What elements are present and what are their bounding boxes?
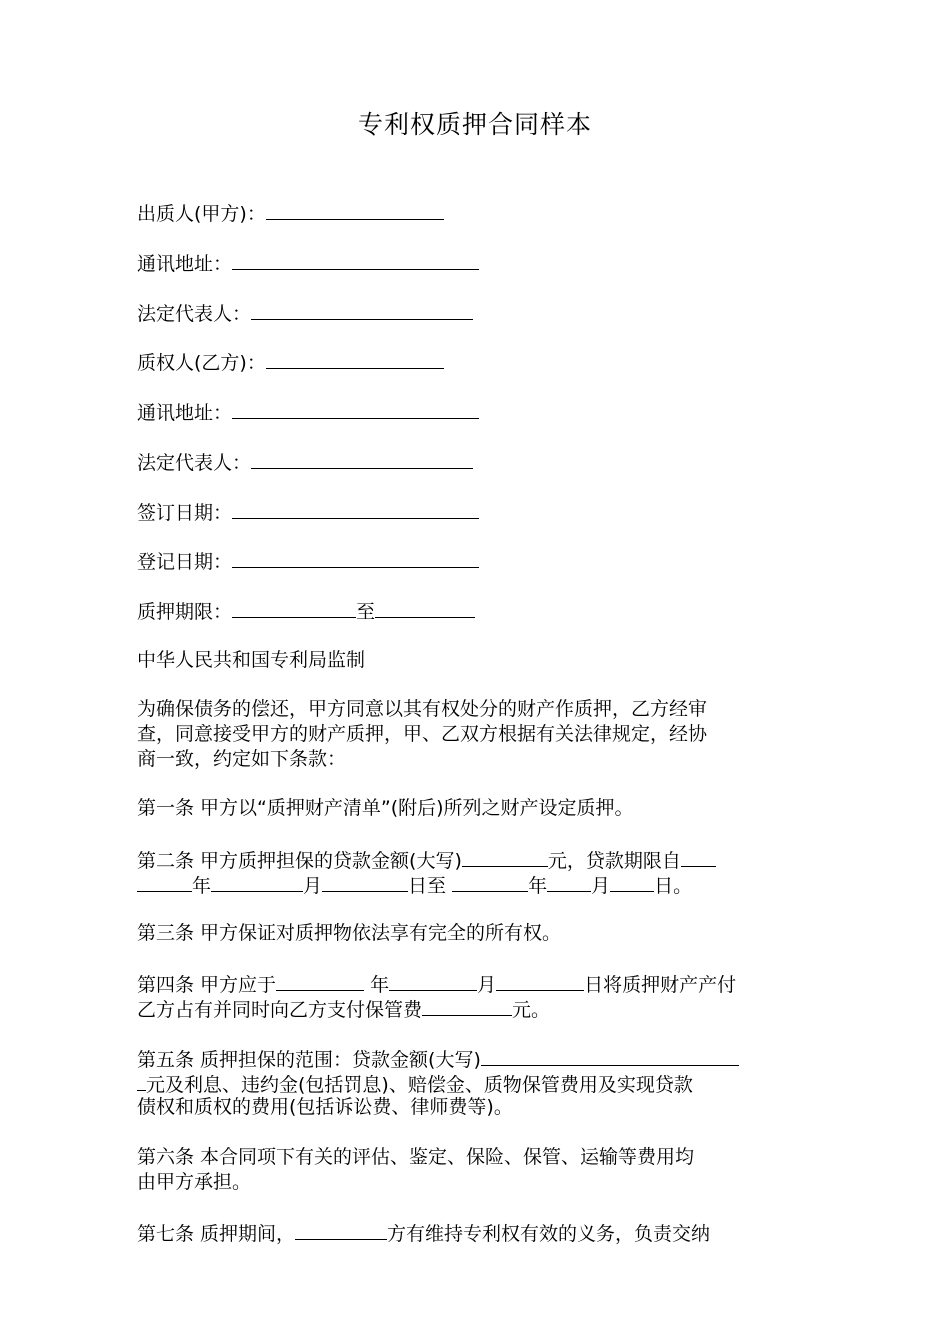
term-start-blank (232, 595, 356, 618)
pledgee-rep-field (137, 446, 473, 476)
pledgor-rep-blank (251, 297, 473, 320)
guarantee-amount-blank (481, 1045, 739, 1066)
article-4-text-b: 乙方占有并同时向乙方支付保管费 (137, 999, 423, 1021)
article-5-line-3: 债权和质权的费用(包括诉讼费、律师费等)。 (137, 1096, 513, 1118)
loan-end-month-blank (547, 871, 591, 892)
loan-start-month-blank (211, 871, 303, 892)
article-4-year: 年 (370, 974, 390, 996)
article-5-text-a: 第五条 质押担保的范围：贷款金额(大写) (137, 1049, 481, 1071)
pledgor-address-field (137, 247, 479, 277)
maintaining-party-blank (295, 1219, 387, 1240)
intro-line-3: 商一致，约定如下条款： (137, 748, 347, 770)
term-to-label: 至 (356, 601, 376, 623)
article-2-month-2: 月 (591, 875, 611, 897)
intro-line-2: 查，同意接受甲方的财产质押，甲、乙双方根据有关法律规定，经协 (137, 723, 708, 745)
delivery-day-blank (496, 970, 584, 991)
article-2-text-a: 第二条 甲方质押担保的贷款金额(大写) (137, 850, 462, 872)
article-4-line-2 (137, 995, 817, 1023)
custody-fee-blank (422, 995, 512, 1016)
supervisor-line: 中华人民共和国专利局监制 (137, 649, 366, 671)
article-7-text-a: 第七条 质押期间， (137, 1223, 296, 1245)
pledgee-rep-label: 法定代表人： (137, 452, 252, 474)
register-date-field (137, 545, 479, 575)
article-2-month: 月 (303, 875, 323, 897)
term-label: 质押期限： (137, 601, 233, 623)
register-date-blank (232, 545, 479, 568)
sign-date-blank (232, 496, 479, 519)
loan-start-year-blank-b (137, 871, 192, 892)
pledgee-address-blank (232, 396, 479, 419)
article-4-text-a: 第四条 甲方应于 (137, 974, 277, 996)
article-4-day: 日将质押财产产付 (584, 974, 737, 996)
article-2-year: 年 (192, 875, 212, 897)
pledgee-field (137, 346, 444, 376)
loan-start-year-blank-a (681, 846, 716, 867)
article-2-day-to: 日至 (408, 875, 447, 897)
term-field (137, 595, 475, 625)
delivery-month-blank (389, 970, 477, 991)
article-3: 第三条 甲方保证对质押物依法享有完全的所有权。 (137, 922, 562, 944)
article-6-line-1: 第六条 本合同项下有关的评估、鉴定、保险、保管、运输等费用均 (137, 1146, 695, 1168)
sign-date-field (137, 496, 479, 526)
pledgee-rep-blank (251, 446, 473, 469)
sign-date-label: 签订日期： (137, 502, 233, 524)
pledgor-address-blank (232, 247, 479, 270)
article-5-line-2 (137, 1070, 817, 1098)
article-2-line-2 (137, 871, 817, 899)
delivery-year-blank (276, 970, 364, 991)
loan-end-year-blank (452, 871, 528, 892)
article-6-line-2: 由甲方承担。 (137, 1171, 252, 1193)
document-title: 专利权质押合同样本 (357, 110, 592, 139)
article-2-yuan: 元，贷款期限自 (547, 850, 681, 872)
article-7-text-b: 方有维持专利权有效的义务，负责交纳 (387, 1223, 711, 1245)
loan-amount-blank (462, 846, 548, 867)
article-2-line-1 (137, 846, 817, 874)
article-5-line-1 (137, 1045, 817, 1073)
loan-end-day-blank (610, 871, 654, 892)
article-1: 第一条 甲方以“质押财产清单”(附后)所列之财产设定质押。 (137, 797, 634, 819)
article-4-month: 月 (477, 974, 497, 996)
article-4-line-1 (137, 970, 817, 998)
pledgee-label: 质权人(乙方)： (137, 352, 266, 374)
pledgor-blank (266, 197, 444, 220)
register-date-label: 登记日期： (137, 551, 233, 573)
pledgee-blank (266, 346, 444, 369)
pledgor-rep-field (137, 297, 473, 327)
pledgor-field (137, 197, 444, 227)
article-4-yuan: 元。 (512, 999, 551, 1021)
pledgor-label: 出质人(甲方)： (137, 203, 266, 225)
term-end-blank (375, 595, 475, 618)
article-2-year-2: 年 (528, 875, 548, 897)
pledgor-rep-label: 法定代表人： (137, 303, 252, 325)
guarantee-amount-blank-tail (137, 1070, 146, 1091)
pledgee-address-label: 通讯地址： (137, 402, 233, 424)
article-7-line-1 (137, 1219, 817, 1247)
pledgee-address-field (137, 396, 479, 426)
article-2-day-2: 日。 (654, 875, 693, 897)
pledgor-address-label: 通讯地址： (137, 253, 233, 275)
loan-start-day-blank (322, 871, 408, 892)
intro-line-1: 为确保债务的偿还，甲方同意以其有权处分的财产作质押，乙方经审 (137, 698, 708, 720)
article-5-text-b: 元及利息、违约金(包括罚息)、赔偿金、质物保管费用及实现贷款 (146, 1074, 693, 1096)
